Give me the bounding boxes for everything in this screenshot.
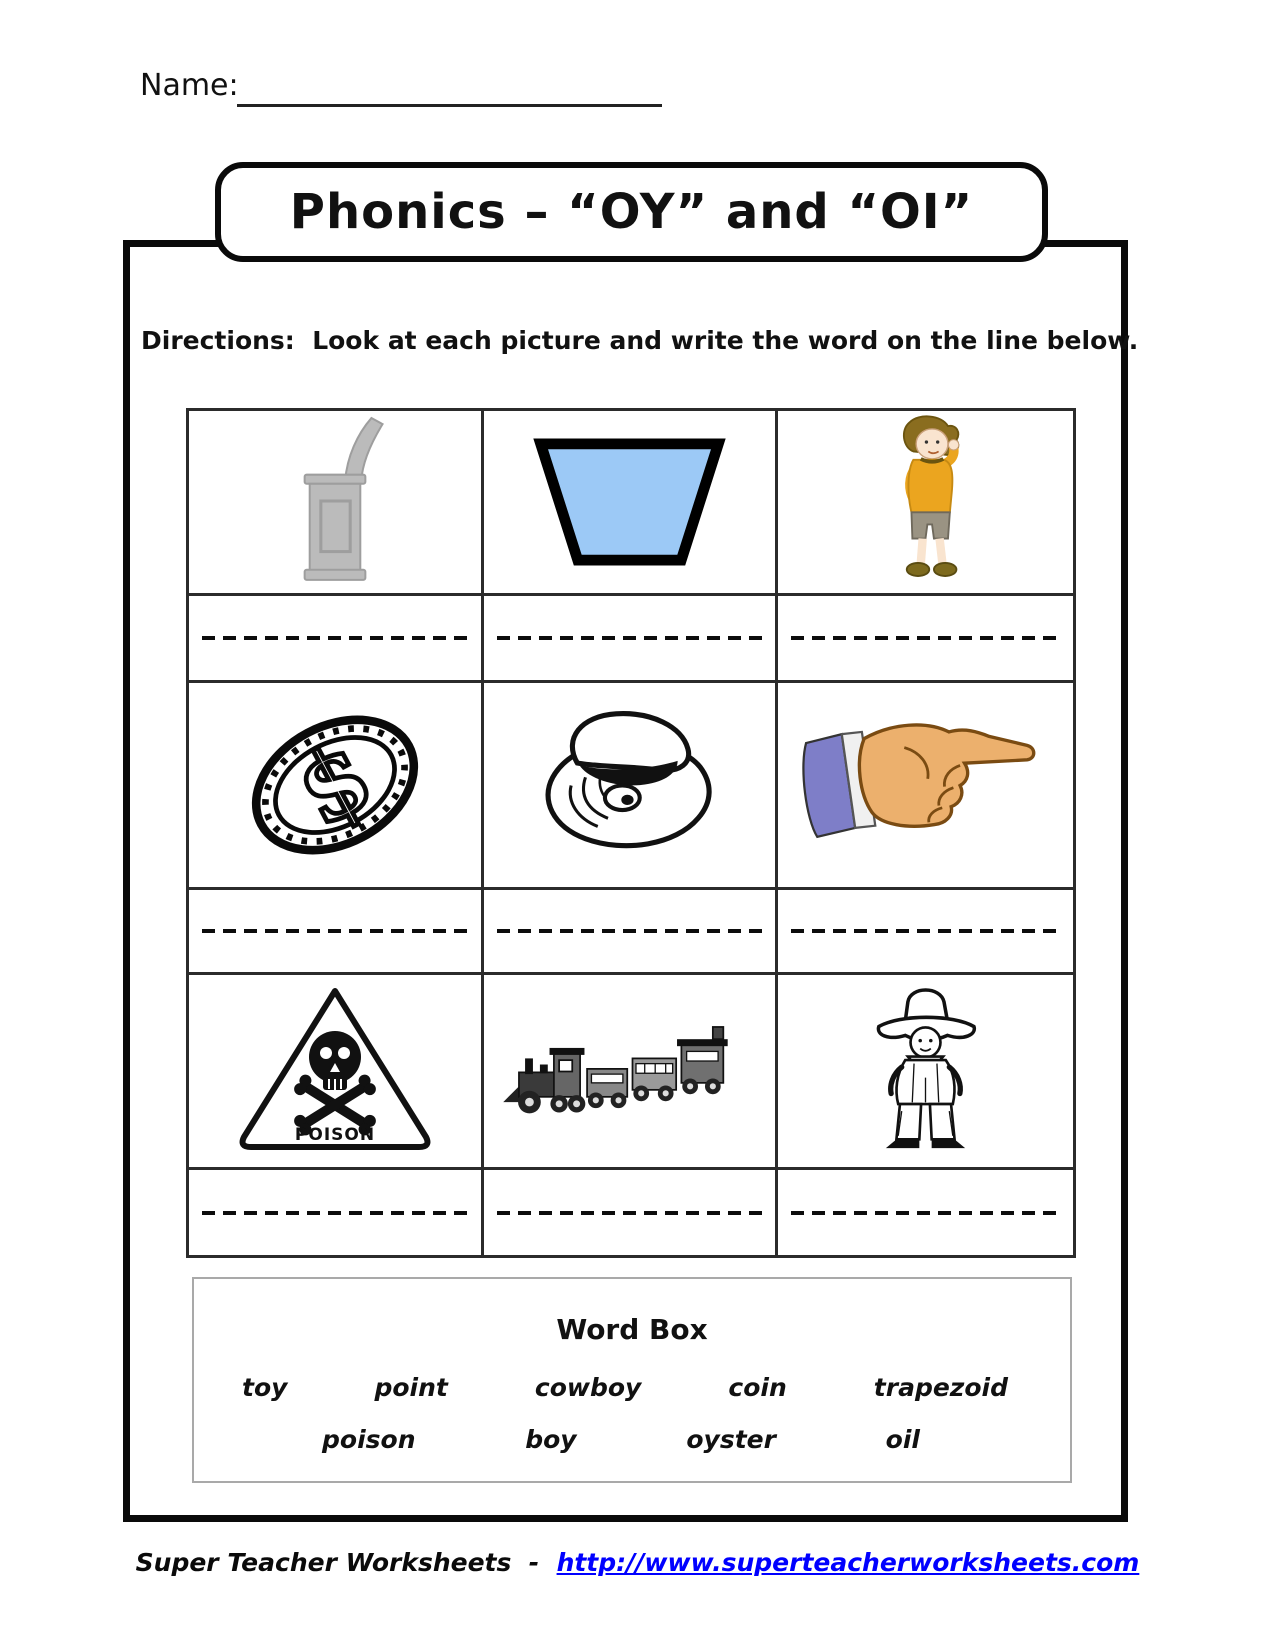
answer-blank <box>189 596 484 683</box>
word-box <box>192 1277 1072 1483</box>
write-line[interactable] <box>497 636 763 640</box>
picture-cell-cowboy <box>778 975 1073 1170</box>
picture-cell-oyster <box>484 683 779 890</box>
page-title: Phonics – “OY” and “OI” <box>289 184 974 240</box>
poison-sign-label: POISON <box>294 1125 375 1145</box>
write-line[interactable] <box>202 636 468 640</box>
answer-blank <box>778 890 1073 975</box>
footer-site-name: Super Teacher Worksheets - <box>135 1548 557 1577</box>
word-boy: boy <box>525 1425 577 1454</box>
coin-image <box>240 690 430 880</box>
word-toy: toy <box>242 1373 288 1402</box>
write-line[interactable] <box>497 1211 763 1215</box>
picture-cell-toy-train <box>484 975 779 1170</box>
word-box-row-1 <box>194 1373 1070 1402</box>
word-cowboy: cowboy <box>534 1373 642 1402</box>
word-trapezoid: trapezoid <box>873 1373 1008 1402</box>
answer-blank <box>484 596 779 683</box>
picture-cell-boy <box>778 411 1073 596</box>
footer-link[interactable]: http://www.superteacherworksheets.com <box>556 1548 1140 1577</box>
picture-cell-oil-can <box>189 411 484 596</box>
picture-grid <box>186 408 1076 1258</box>
toy-train-image <box>498 1014 760 1129</box>
directions-text: Directions: Look at each picture and write the word on the line below. <box>141 326 1139 355</box>
answer-blank <box>484 1170 779 1255</box>
answer-blank <box>778 1170 1073 1255</box>
picture-cell-pointing-hand <box>778 683 1073 890</box>
name-write-line[interactable] <box>237 72 662 107</box>
word-box-title: Word Box <box>556 1313 708 1346</box>
picture-cell-trapezoid <box>484 411 779 596</box>
answer-blank <box>189 1170 484 1255</box>
oil-can-image <box>260 416 410 588</box>
write-line[interactable] <box>791 929 1060 933</box>
write-line[interactable] <box>202 929 468 933</box>
cowboy-image <box>858 979 993 1164</box>
word-oil: oil <box>885 1425 920 1454</box>
svg-text:$: $ <box>279 719 390 849</box>
title-box <box>215 162 1048 262</box>
footer <box>0 1548 1275 1577</box>
oyster-image <box>522 703 737 868</box>
word-point: point <box>374 1373 448 1402</box>
poison-sign-image <box>229 981 441 1161</box>
word-poison: poison <box>322 1425 416 1454</box>
word-box-row-2 <box>194 1425 1070 1454</box>
boy-image <box>873 413 978 591</box>
write-line[interactable] <box>791 1211 1060 1215</box>
write-line[interactable] <box>791 636 1060 640</box>
picture-cell-coin <box>189 683 484 890</box>
answer-blank <box>189 890 484 975</box>
word-coin: coin <box>728 1373 787 1402</box>
word-oyster: oyster <box>686 1425 776 1454</box>
name-label: Name: <box>140 68 239 103</box>
picture-cell-poison-sign <box>189 975 484 1170</box>
answer-blank <box>484 890 779 975</box>
trapezoid-image <box>527 435 732 570</box>
write-line[interactable] <box>497 929 763 933</box>
pointing-hand-image <box>793 723 1058 848</box>
write-line[interactable] <box>202 1211 468 1215</box>
answer-blank <box>778 596 1073 683</box>
